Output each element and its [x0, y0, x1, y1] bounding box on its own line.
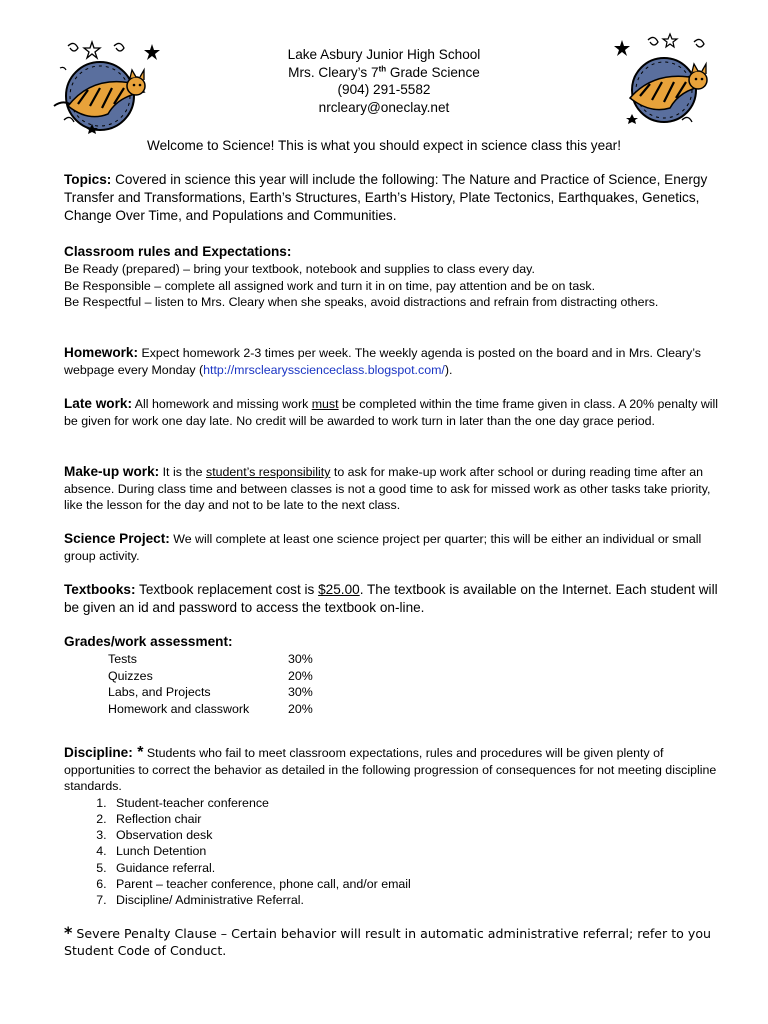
science-project-heading: Science Project:: [64, 531, 170, 546]
topics-section: [64, 171, 720, 225]
list-item: 5. Guidance referral.: [110, 860, 720, 876]
grade-row: Homework and classwork 20%: [108, 701, 313, 716]
rules-section: [64, 243, 720, 311]
homework-text: Expect homework 2-3 times per week. The weekly agenda is posted on the board and in Mrs. Cleary’s webpage every Monday (: [64, 346, 701, 377]
textbooks-heading: Textbooks:: [64, 582, 136, 597]
grade-row: Tests 30%: [108, 652, 313, 666]
list-item: 1. Student-teacher conference: [110, 795, 720, 811]
welcome-line: Welcome to Science! This is what you should expect in science class this year!: [147, 138, 621, 153]
homework-section: Homework: Expect homework 2-3 times per week. The weekly agenda is posted on the board and in Mrs. Cleary’s webpage every Monday (http://mrsclearysscienceclass.blogspot.com/).: [64, 345, 701, 377]
science-project-section: Science Project: We will complete at least one science project per quarter; this will be either an individual or small group activity.: [64, 531, 702, 563]
asterisk-marker: *: [64, 923, 73, 942]
late-work-heading: Late work:: [64, 396, 132, 411]
list-item: 2. Reflection chair: [110, 811, 720, 827]
email-address: nrcleary@oneclay.net: [318, 99, 450, 115]
grade-row: Quizzes 20%: [108, 668, 313, 683]
discipline-heading: Discipline:: [64, 745, 133, 760]
makeup-work-heading: Make-up work:: [64, 464, 160, 479]
homework-heading: Homework:: [64, 345, 139, 360]
rule-respectful: Be Respectful – listen to Mrs. Cleary when she speaks, avoid distractions and refrain from distracting others.: [64, 295, 659, 309]
makeup-work-section: Make-up work: It is the student’s responsibility to ask for make-up work after school or during reading time after an absence. During class time and between classes is not a good time to ask for missed work as other tasks take priority, like the lesson for the day and not to be late to the next class.: [64, 464, 711, 512]
discipline-section: Discipline: * Students who fail to meet classroom expectations, rules and procedures will be given plenty of opportunities to correct the behavior as detailed in the following progression of consequences for not meeting discipline standards. 1. Student-teacher conference 2. Reflection chair 3. Observation desk 4. Lunch Detention 5. Guidance referral. 6. Parent – teacher conference, phone call, and/or email 7. Discipline/ Administrative Referral.: [64, 745, 720, 909]
topics-text: Covered in science this year will include the following: The Nature and Practice of Science, Energy Transfer and Transformations, Earth’s Structures, Earth’s History, Plate Tectonics, Earthquakes, Genetics, Change Over Time, and Populations and Communities.: [64, 172, 708, 223]
rule-responsible: Be Responsible – complete all assigned work and turn it in on time, pay attention and be on task.: [64, 278, 596, 293]
list-item: 4. Lunch Detention: [110, 843, 720, 859]
grade-row: Labs, and Projects 30%: [108, 685, 313, 699]
penalty-clause: * Severe Penalty Clause – Certain behavior will result in automatic administrative referral; refer to you Student Code of Conduct.: [64, 923, 712, 958]
replacement-cost: $25.00: [318, 582, 360, 597]
rules-heading: Classroom rules and Expectations:: [64, 244, 292, 259]
list-item: 6. Parent – teacher conference, phone call, and/or email: [110, 876, 720, 892]
grades-heading: Grades/work assessment:: [64, 634, 233, 649]
list-item: 7. Discipline/ Administrative Referral.: [110, 892, 720, 908]
asterisk-marker: *: [132, 744, 144, 761]
phone-number: (904) 291-5582: [337, 82, 431, 97]
webpage-link[interactable]: http://mrsclearysscienceclass.blogspot.com/: [203, 362, 445, 377]
topics-heading: Topics:: [64, 172, 112, 187]
school-name: Lake Asbury Junior High School: [287, 47, 481, 62]
list-item: 3. Observation desk: [110, 827, 720, 843]
consequences-list: [64, 795, 720, 909]
grades-table: [108, 651, 368, 717]
must-emphasis: must: [311, 397, 339, 411]
student-responsibility-emphasis: student’s responsibility: [206, 465, 331, 479]
textbooks-section: Textbooks: Textbook replacement cost is $25.00. The textbook is available on the Internet. Each student will be given an id and password to access the textbook on-line.: [64, 582, 718, 615]
letter-header: [0, 46, 768, 116]
rule-ready: Be Ready (prepared) – bring your textbook, notebook and supplies to class every day.: [64, 262, 535, 276]
class-title: Mrs. Cleary’s 7th Grade Science: [288, 63, 480, 80]
late-work-section: Late work: All homework and missing work must be completed within the time frame given in class. A 20% penalty will be given for work one day late. No credit will be awarded to work turn in later than the one day grace period.: [64, 396, 719, 428]
